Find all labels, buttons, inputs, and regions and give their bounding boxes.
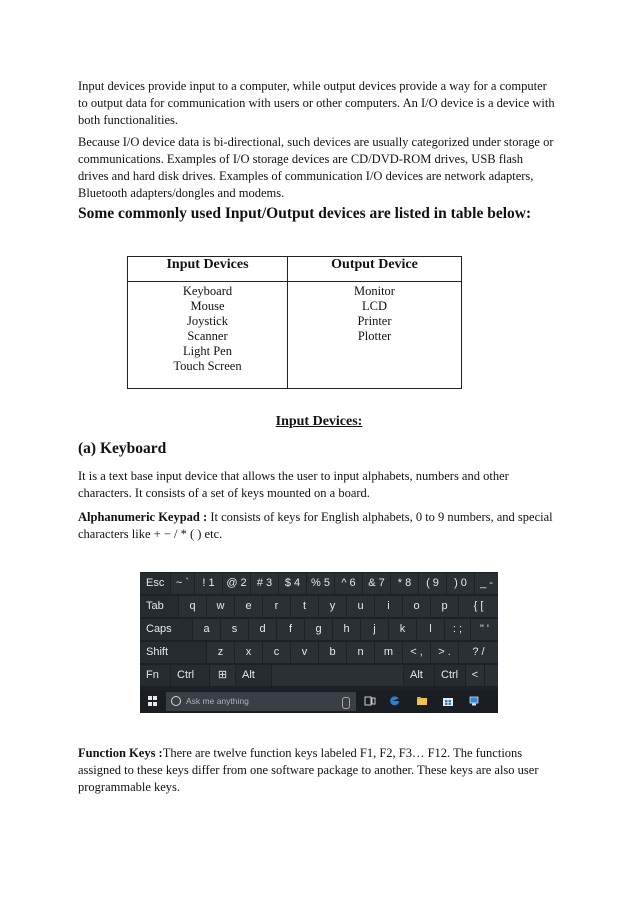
input-device-item: Touch Screen: [173, 359, 242, 373]
section-title: [0, 414, 638, 430]
keyboard-row-qwerty: [140, 596, 498, 618]
key-o: o: [403, 596, 430, 617]
windows-start-icon: [148, 696, 158, 706]
key-period: > .: [431, 642, 458, 663]
file-explorer-icon: [416, 695, 428, 707]
key-comma: < ,: [403, 642, 430, 663]
windows-taskbar: [140, 690, 498, 713]
key-minus: _ -: [475, 573, 498, 594]
key-ctrl-left: Ctrl: [171, 665, 209, 686]
key-shift: Shift: [140, 642, 206, 663]
key-9: ( 9: [419, 573, 446, 594]
keyboard-row-numbers: [140, 573, 498, 595]
key-x: x: [235, 642, 262, 663]
input-device-item: Keyboard: [182, 284, 233, 298]
key-space: [272, 665, 403, 686]
table-header-output: Output Device: [288, 257, 462, 282]
key-l: l: [417, 619, 444, 640]
keyboard-row-shift: [140, 642, 498, 664]
key-c: c: [263, 642, 290, 663]
key-7: & 7: [363, 573, 390, 594]
key-alt-right: Alt: [404, 665, 434, 686]
key-w: w: [207, 596, 234, 617]
function-keys-label: Function Keys :: [78, 746, 163, 760]
key-fn: Fn: [140, 665, 170, 686]
keyboard-title: (a) Keyboard: [78, 440, 167, 457]
key-4: $ 4: [279, 573, 306, 594]
key-s: s: [221, 619, 248, 640]
input-devices-cell: [128, 282, 288, 389]
key-m: m: [375, 642, 402, 663]
keyboard-row-home: [140, 619, 498, 641]
table-header-input: Input Devices: [128, 257, 288, 282]
function-keys-text: There are twelve function keys labeled F1, F2, F3… F12. The functions assigned to these keys differ from one software package to another. These keys are also user programmable keys.: [78, 746, 539, 794]
key-d: d: [249, 619, 276, 640]
intro-paragraph-1: Input devices provide input to a computer, while output devices provide a way for a computer to output data for communication with users or other computers. An I/O device is a device with both functionalities.: [78, 79, 555, 127]
key-h: h: [333, 619, 360, 640]
key-semicolon: : ;: [445, 619, 470, 640]
key-quote: " ': [471, 619, 498, 640]
cortana-search-box: [166, 692, 356, 711]
alphanumeric-text: It consists of keys for English alphabets, 0 to 9 numbers, and special characters like + − / * ( ) etc.: [78, 510, 553, 541]
table-heading: Some commonly used Input/Output devices are listed in table below:: [78, 205, 532, 222]
search-placeholder: Ask me anything: [186, 696, 249, 706]
io-devices-table: [127, 256, 462, 389]
key-f: f: [277, 619, 304, 640]
key-alt-left: Alt: [236, 665, 271, 686]
input-device-item: Scanner: [187, 329, 228, 343]
output-device-item: LCD: [362, 299, 387, 313]
key-8: * 8: [391, 573, 418, 594]
network-icon: [468, 695, 480, 707]
alphanumeric-paragraph: [78, 509, 556, 543]
key-g: g: [305, 619, 332, 640]
key-n: n: [347, 642, 374, 663]
alphanumeric-label: Alphanumeric Keypad :: [78, 510, 208, 524]
output-device-item: Monitor: [354, 284, 395, 298]
key-5: % 5: [307, 573, 334, 594]
key-2: @ 2: [223, 573, 250, 594]
input-device-item: Joystick: [187, 314, 228, 328]
key-3: # 3: [251, 573, 278, 594]
key-v: v: [291, 642, 318, 663]
output-devices-cell: [288, 282, 462, 389]
key-j: j: [361, 619, 388, 640]
key-k: k: [389, 619, 416, 640]
key-p: p: [431, 596, 458, 617]
store-icon: [442, 695, 454, 707]
key-ctrl-right: Ctrl: [435, 665, 465, 686]
section-title-text: Input Devices:: [275, 414, 363, 429]
key-tilde: ~ `: [171, 573, 194, 594]
output-device-item: Plotter: [357, 329, 392, 343]
key-1: ! 1: [195, 573, 222, 594]
key-slash: ? /: [459, 642, 498, 663]
windows-key-icon: ⊞: [210, 665, 235, 686]
key-a: a: [193, 619, 220, 640]
key-b: b: [319, 642, 346, 663]
key-esc: Esc: [140, 573, 170, 594]
output-device-item: Printer: [357, 314, 392, 328]
key-r: r: [263, 596, 290, 617]
key-t: t: [291, 596, 318, 617]
function-keys-paragraph: [78, 745, 556, 796]
key-0: ) 0: [447, 573, 474, 594]
input-device-item: Light Pen: [183, 344, 232, 358]
keyboard-row-bottom: [140, 665, 498, 687]
onscreen-keyboard-image: [140, 572, 498, 713]
key-q: q: [179, 596, 206, 617]
key-caps: Caps: [140, 619, 192, 640]
key-bracket: { [: [459, 596, 498, 617]
key-6: ^ 6: [335, 573, 362, 594]
key-edge: [485, 665, 498, 686]
microphone-icon: [342, 697, 350, 709]
task-view-icon: [364, 695, 376, 707]
edge-icon: [389, 695, 401, 707]
input-device-item: Mouse: [190, 299, 225, 313]
keyboard-description: It is a text base input device that allows the user to input alphabets, numbers and other characters. It consists of a set of keys mounted on a board.: [78, 469, 509, 500]
key-y: y: [319, 596, 346, 617]
cortana-ring-icon: [171, 696, 181, 706]
key-u: u: [347, 596, 374, 617]
key-z: z: [207, 642, 234, 663]
key-tab: Tab: [140, 596, 178, 617]
key-i: i: [375, 596, 402, 617]
intro-paragraph-2: Because I/O device data is bi-directional, such devices are usually categorized under storage or communications. Examples of I/O storage devices are CD/DVD-ROM drives, USB flash drives and hard disk drives. Examples of communication I/O devices are network adapters, Bluetooth adapters/dongles and modems.: [78, 135, 554, 200]
key-left-arrow: <: [466, 665, 484, 686]
key-e: e: [235, 596, 262, 617]
